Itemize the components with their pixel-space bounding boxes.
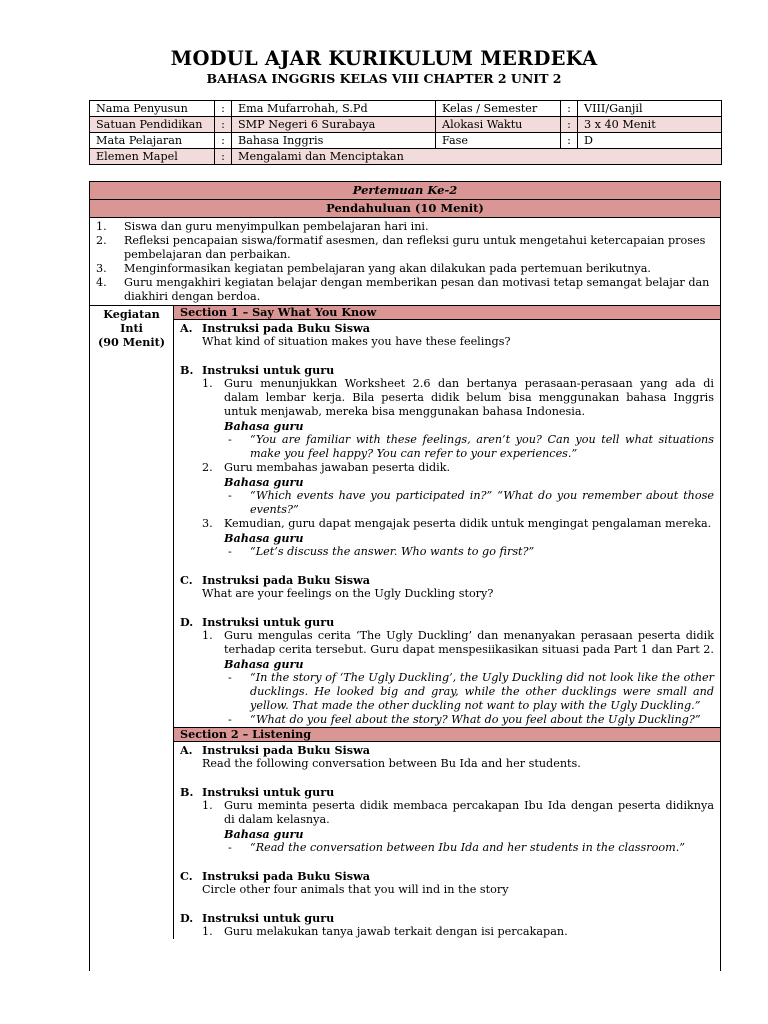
info-value: 3 x 40 Menit bbox=[578, 117, 722, 133]
instruction-heading: A. Instruksi pada Buku Siswa bbox=[180, 321, 370, 335]
info-colon: : bbox=[215, 101, 232, 117]
meeting-title: Pertemuan Ke-2 bbox=[90, 182, 720, 200]
info-row-subject bbox=[90, 133, 722, 149]
instruction-text: What are your feelings on the Ugly Duckling story? bbox=[202, 587, 494, 600]
info-colon: : bbox=[561, 117, 578, 133]
instruction-heading: B. Instruksi untuk guru bbox=[180, 785, 335, 799]
info-label: Kelas / Semester bbox=[436, 101, 561, 117]
info-label: Mata Pelajaran bbox=[90, 133, 215, 149]
list-item: 1. Guru mengulas cerita ‘The Ugly Duckling’ dan menanyakan perasaan peserta didik terhadap cerita tersebut. Guru dapat menspesiikasikan situasi pada Part 1 dan Part 2. bbox=[202, 629, 714, 656]
list-item: 1. Guru melakukan tanya jawab terkait dengan isi percakapan. bbox=[202, 925, 568, 938]
list-item: 1. Siswa dan guru menyimpulkan pembelajaran hari ini. bbox=[96, 220, 429, 233]
section-1-body bbox=[174, 320, 720, 727]
bahasa-guru-label: Bahasa guru bbox=[224, 827, 304, 841]
document-title: MODUL AJAR KURIKULUM MERDEKA bbox=[170, 47, 598, 70]
teacher-quote: - “You are familiar with these feelings, aren’t you? Can you tell what situations make you feel happy? You can refer to your experiences.” bbox=[228, 433, 714, 460]
document-subtitle: BAHASA INGGRIS KELAS VIII CHAPTER 2 UNIT 2 bbox=[206, 71, 562, 86]
teacher-quote: - “Which events have you participated in?” “What do you remember about those events?” bbox=[228, 489, 714, 516]
intro-list bbox=[90, 218, 720, 306]
core-activity bbox=[90, 306, 720, 939]
meeting-table bbox=[89, 181, 721, 971]
instruction-heading: C. Instruksi pada Buku Siswa bbox=[180, 573, 370, 587]
core-body bbox=[174, 306, 720, 939]
teacher-quote: - “Let’s discuss the answer. Who wants to go first?” bbox=[228, 545, 535, 558]
info-value: Bahasa Inggris bbox=[232, 133, 436, 149]
section-2-body bbox=[174, 742, 720, 939]
bahasa-guru-label: Bahasa guru bbox=[224, 531, 304, 545]
list-item: 3. Kemudian, guru dapat mengajak peserta didik untuk mengingat pengalaman mereka. bbox=[202, 517, 712, 530]
list-item: 1. Guru meminta peserta didik membaca percakapan Ibu Ida dengan peserta didiknya di dalam kelasnya. bbox=[202, 799, 714, 826]
bahasa-guru-label: Bahasa guru bbox=[224, 419, 304, 433]
instruction-text: What kind of situation makes you have these feelings? bbox=[202, 335, 511, 348]
section-2-title: Section 2 – Listening bbox=[174, 727, 720, 742]
instruction-heading: B. Instruksi untuk guru bbox=[180, 363, 335, 377]
info-value: Ema Mufarrohah, S.Pd bbox=[232, 101, 436, 117]
info-table bbox=[89, 100, 722, 165]
instruction-heading: D. Instruksi untuk guru bbox=[180, 615, 335, 629]
bahasa-guru-label: Bahasa guru bbox=[224, 657, 304, 671]
instruction-text: Read the following conversation between Bu Ida and her students. bbox=[202, 757, 581, 770]
info-row-author bbox=[90, 101, 722, 117]
info-colon: : bbox=[215, 133, 232, 149]
info-colon: : bbox=[215, 149, 232, 165]
bahasa-guru-label: Bahasa guru bbox=[224, 475, 304, 489]
info-value: Mengalami dan Menciptakan bbox=[232, 149, 722, 165]
section-1-title: Section 1 – Say What You Know bbox=[174, 306, 720, 320]
info-label: Satuan Pendidikan bbox=[90, 117, 215, 133]
info-colon: : bbox=[561, 133, 578, 149]
list-item: 1. Guru menunjukkan Worksheet 2.6 dan bertanya perasaan-perasaan yang ada di dalam lembar kerja. Bila peserta didik belum bisa menggunakan bahasa Inggris untuk menjawab, mereka bisa menggunakan bahasa Indonesia. bbox=[202, 377, 714, 418]
list-item: 3. Menginformasikan kegiatan pembelajaran yang akan dilakukan pada pertemuan berikutnya. bbox=[96, 262, 651, 275]
list-item: 2. Refleksi pencapaian siswa/formatif asesmen, dan refleksi guru untuk mengetahui ketercapaian proses pembelajaran dan perbaikan. bbox=[96, 234, 706, 261]
teacher-quote: - “In the story of ‘The Ugly Duckling’, the Ugly Duckling did not look like the other ducklings. He looked big and gray, while the other ducklings were small and yellow. That made the other duckling not want to play with the Ugly Duckling.” bbox=[228, 671, 714, 712]
info-value: SMP Negeri 6 Surabaya bbox=[232, 117, 436, 133]
info-label: Fase bbox=[436, 133, 561, 149]
info-value: D bbox=[578, 133, 722, 149]
info-label: Nama Penyusun bbox=[90, 101, 215, 117]
instruction-heading: D. Instruksi untuk guru bbox=[180, 911, 335, 925]
list-item: 4. Guru mengakhiri kegiatan belajar dengan memberikan pesan dan motivasi tetap semangat belajar dan diakhiri dengan berdoa. bbox=[96, 276, 710, 303]
info-label: Alokasi Waktu bbox=[436, 117, 561, 133]
info-value: VIII/Ganjil bbox=[578, 101, 722, 117]
core-label: Kegiatan Inti (90 Menit) bbox=[90, 306, 174, 939]
teacher-quote: - “Read the conversation between Ibu Ida and her students in the classroom.” bbox=[228, 841, 685, 854]
info-row-school bbox=[90, 117, 722, 133]
instruction-heading: C. Instruksi pada Buku Siswa bbox=[180, 869, 370, 883]
intro-title: Pendahuluan (10 Menit) bbox=[90, 200, 720, 218]
teacher-quote: - “What do you feel about the story? What do you feel about the Ugly Duckling?” bbox=[228, 713, 701, 726]
instruction-text: Circle other four animals that you will ind in the story bbox=[202, 883, 509, 896]
list-item: 2. Guru membahas jawaban peserta didik. bbox=[202, 461, 451, 474]
info-label: Elemen Mapel bbox=[90, 149, 215, 165]
info-colon: : bbox=[215, 117, 232, 133]
instruction-heading: A. Instruksi pada Buku Siswa bbox=[180, 743, 370, 757]
info-row-element bbox=[90, 149, 722, 165]
info-colon: : bbox=[561, 101, 578, 117]
